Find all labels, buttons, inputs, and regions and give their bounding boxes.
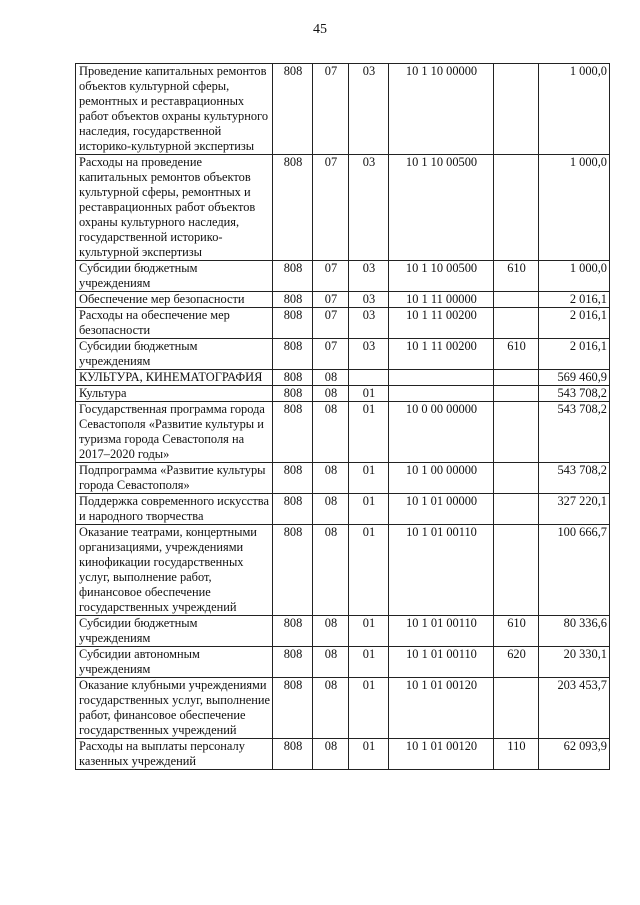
row-target-article-cell: 10 1 01 00110 <box>389 616 494 647</box>
row-ved-cell: 808 <box>273 386 313 402</box>
row-target-article-cell: 10 1 11 00200 <box>389 339 494 370</box>
row-target-article-cell: 10 1 01 00110 <box>389 525 494 616</box>
row-ved-cell: 808 <box>273 739 313 770</box>
row-sum-cell: 543 708,2 <box>539 463 610 494</box>
row-subsection-cell: 01 <box>349 616 389 647</box>
row-expense-type-cell <box>494 525 539 616</box>
row-sum-cell: 543 708,2 <box>539 402 610 463</box>
row-expense-type-cell: 620 <box>494 647 539 678</box>
row-target-article-cell: 10 1 00 00000 <box>389 463 494 494</box>
row-ved-cell: 808 <box>273 308 313 339</box>
row-target-article-cell: 10 1 10 00500 <box>389 261 494 292</box>
table-row <box>76 402 610 463</box>
row-target-article-cell: 10 1 01 00110 <box>389 647 494 678</box>
row-expense-type-cell <box>494 308 539 339</box>
table-row <box>76 463 610 494</box>
row-section-cell: 08 <box>313 402 349 463</box>
row-expense-type-cell <box>494 494 539 525</box>
row-sum-cell: 203 453,7 <box>539 678 610 739</box>
row-name-cell: Расходы на выплаты персоналу казенных учреждений <box>76 739 273 770</box>
row-subsection-cell: 01 <box>349 494 389 525</box>
row-sum-cell: 2 016,1 <box>539 292 610 308</box>
row-expense-type-cell: 610 <box>494 261 539 292</box>
row-subsection-cell: 01 <box>349 739 389 770</box>
row-name-cell: КУЛЬТУРА, КИНЕМАТОГРАФИЯ <box>76 370 273 386</box>
row-name-cell: Оказание театрами, концертными организациями, учреждениями кинофикации государственных услуг, выполнение работ, финансовое обеспечение государственных учреждений <box>76 525 273 616</box>
row-section-cell: 08 <box>313 616 349 647</box>
row-expense-type-cell <box>494 292 539 308</box>
row-sum-cell: 2 016,1 <box>539 308 610 339</box>
table-row <box>76 261 610 292</box>
row-section-cell: 07 <box>313 292 349 308</box>
row-target-article-cell: 10 0 00 00000 <box>389 402 494 463</box>
row-expense-type-cell <box>494 155 539 261</box>
row-name-cell: Проведение капитальных ремонтов объектов культурной сферы, ремонтных и реставрационных работ объектов охраны культурного наследия, государственной историко-культурной экспертизы <box>76 64 273 155</box>
row-ved-cell: 808 <box>273 402 313 463</box>
row-subsection-cell: 03 <box>349 292 389 308</box>
row-section-cell: 08 <box>313 386 349 402</box>
row-ved-cell: 808 <box>273 678 313 739</box>
row-ved-cell: 808 <box>273 494 313 525</box>
row-ved-cell: 808 <box>273 292 313 308</box>
row-ved-cell: 808 <box>273 261 313 292</box>
table-row <box>76 370 610 386</box>
row-target-article-cell: 10 1 01 00120 <box>389 739 494 770</box>
row-subsection-cell: 01 <box>349 525 389 616</box>
row-target-article-cell: 10 1 01 00000 <box>389 494 494 525</box>
row-expense-type-cell: 110 <box>494 739 539 770</box>
row-subsection-cell: 03 <box>349 64 389 155</box>
row-section-cell: 08 <box>313 463 349 494</box>
table-row <box>76 494 610 525</box>
row-target-article-cell <box>389 386 494 402</box>
table-row <box>76 678 610 739</box>
row-expense-type-cell <box>494 402 539 463</box>
row-expense-type-cell <box>494 678 539 739</box>
row-name-cell: Субсидии бюджетным учреждениям <box>76 339 273 370</box>
row-subsection-cell: 01 <box>349 678 389 739</box>
row-ved-cell: 808 <box>273 463 313 494</box>
row-expense-type-cell <box>494 370 539 386</box>
row-section-cell: 07 <box>313 261 349 292</box>
row-subsection-cell: 03 <box>349 155 389 261</box>
row-sum-cell: 80 336,6 <box>539 616 610 647</box>
table-row <box>76 525 610 616</box>
row-subsection-cell: 03 <box>349 308 389 339</box>
row-subsection-cell: 03 <box>349 261 389 292</box>
row-name-cell: Подпрограмма «Развитие культуры города Севастополя» <box>76 463 273 494</box>
row-subsection-cell: 01 <box>349 463 389 494</box>
row-sum-cell: 569 460,9 <box>539 370 610 386</box>
row-target-article-cell: 10 1 10 00000 <box>389 64 494 155</box>
row-expense-type-cell: 610 <box>494 339 539 370</box>
row-subsection-cell: 03 <box>349 339 389 370</box>
row-name-cell: Субсидии бюджетным учреждениям <box>76 616 273 647</box>
table-row <box>76 386 610 402</box>
row-name-cell: Оказание клубными учреждениями государственных услуг, выполнение работ, финансовое обеспечение государственных учреждений <box>76 678 273 739</box>
row-ved-cell: 808 <box>273 339 313 370</box>
table-row <box>76 308 610 339</box>
row-section-cell: 08 <box>313 525 349 616</box>
row-expense-type-cell <box>494 64 539 155</box>
row-sum-cell: 20 330,1 <box>539 647 610 678</box>
row-name-cell: Обеспечение мер безопасности <box>76 292 273 308</box>
row-subsection-cell: 01 <box>349 402 389 463</box>
row-target-article-cell: 10 1 01 00120 <box>389 678 494 739</box>
row-ved-cell: 808 <box>273 64 313 155</box>
row-ved-cell: 808 <box>273 155 313 261</box>
row-section-cell: 07 <box>313 308 349 339</box>
row-expense-type-cell <box>494 463 539 494</box>
row-name-cell: Расходы на обеспечение мер безопасности <box>76 308 273 339</box>
row-target-article-cell: 10 1 10 00500 <box>389 155 494 261</box>
row-section-cell: 08 <box>313 370 349 386</box>
row-section-cell: 07 <box>313 64 349 155</box>
budget-table <box>75 63 610 770</box>
row-target-article-cell: 10 1 11 00000 <box>389 292 494 308</box>
row-section-cell: 07 <box>313 155 349 261</box>
row-sum-cell: 2 016,1 <box>539 339 610 370</box>
row-ved-cell: 808 <box>273 525 313 616</box>
table-row <box>76 616 610 647</box>
row-sum-cell: 62 093,9 <box>539 739 610 770</box>
row-sum-cell: 1 000,0 <box>539 155 610 261</box>
row-name-cell: Расходы на проведение капитальных ремонтов объектов культурной сферы, ремонтных и реставрационных работ объектов охраны культурного наследия, государственной историко-культурной экспертизы <box>76 155 273 261</box>
row-name-cell: Поддержка современного искусства и народного творчества <box>76 494 273 525</box>
row-ved-cell: 808 <box>273 616 313 647</box>
table-row <box>76 647 610 678</box>
table-row <box>76 155 610 261</box>
row-subsection-cell: 01 <box>349 386 389 402</box>
row-sum-cell: 327 220,1 <box>539 494 610 525</box>
row-subsection-cell: 01 <box>349 647 389 678</box>
row-name-cell: Субсидии автономным учреждениям <box>76 647 273 678</box>
row-section-cell: 08 <box>313 494 349 525</box>
row-section-cell: 08 <box>313 739 349 770</box>
table-row <box>76 339 610 370</box>
row-sum-cell: 1 000,0 <box>539 261 610 292</box>
row-ved-cell: 808 <box>273 370 313 386</box>
page-number: 45 <box>313 22 327 37</box>
table-row <box>76 292 610 308</box>
row-name-cell: Субсидии бюджетным учреждениям <box>76 261 273 292</box>
row-target-article-cell <box>389 370 494 386</box>
row-expense-type-cell <box>494 386 539 402</box>
row-section-cell: 08 <box>313 678 349 739</box>
row-name-cell: Культура <box>76 386 273 402</box>
budget-table-body <box>76 64 610 770</box>
table-row <box>76 64 610 155</box>
row-section-cell: 07 <box>313 339 349 370</box>
row-section-cell: 08 <box>313 647 349 678</box>
row-sum-cell: 543 708,2 <box>539 386 610 402</box>
row-target-article-cell: 10 1 11 00200 <box>389 308 494 339</box>
row-name-cell: Государственная программа города Севастополя «Развитие культуры и туризма города Севастополя на 2017–2020 годы» <box>76 402 273 463</box>
row-ved-cell: 808 <box>273 647 313 678</box>
row-expense-type-cell: 610 <box>494 616 539 647</box>
row-sum-cell: 100 666,7 <box>539 525 610 616</box>
row-subsection-cell <box>349 370 389 386</box>
row-sum-cell: 1 000,0 <box>539 64 610 155</box>
table-row <box>76 739 610 770</box>
